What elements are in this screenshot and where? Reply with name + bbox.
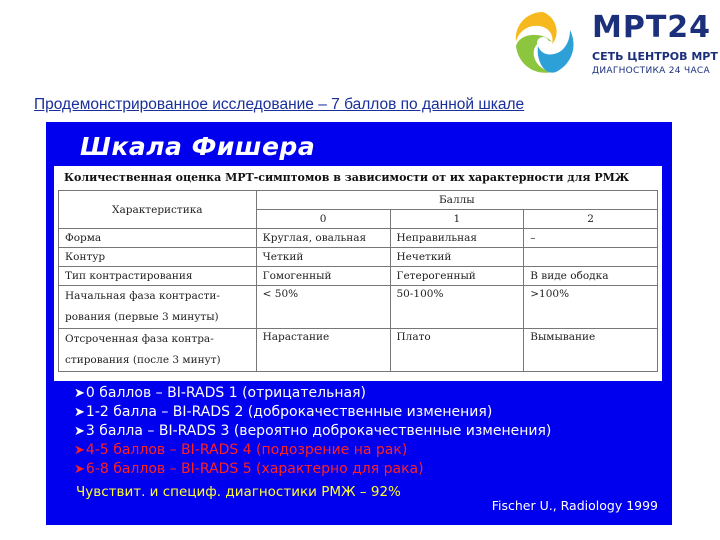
criteria-item	[74, 422, 551, 441]
fischer-table-panel	[54, 166, 662, 381]
bi-rads-criteria-list	[74, 384, 551, 479]
criteria-text: 6-8 баллов – BI-RADS 5 (характерно для рака)	[85, 461, 424, 477]
table-cell: В виде ободка	[524, 267, 658, 286]
table-cell: Гетерогенный	[390, 267, 524, 286]
logo-title: МРТ24	[592, 10, 712, 45]
criteria-text: 4-5 баллов – BI-RADS 4 (подозрение на рак)	[85, 442, 408, 458]
table-cell	[524, 248, 658, 267]
arrow-bullet-icon: ➤	[74, 386, 85, 401]
slide-panel	[46, 122, 672, 525]
slide-title: Шкала Фишера	[80, 132, 316, 161]
arrow-bullet-icon: ➤	[74, 443, 85, 458]
criteria-item	[74, 460, 551, 479]
criteria-item	[74, 384, 551, 403]
criteria-text: 0 баллов – BI-RADS 1 (отрицательная)	[85, 385, 366, 401]
table-header-row	[59, 191, 658, 210]
criteria-text: 3 балла – BI-RADS 3 (вероятно доброкачественные изменения)	[85, 423, 552, 439]
table-cell: Нечеткий	[390, 248, 524, 267]
table-cell: Круглая, овальная	[256, 229, 390, 248]
arrow-bullet-icon: ➤	[74, 462, 85, 477]
table-cell: 50-100%	[390, 286, 524, 329]
column-header-characteristic: Характеристика	[59, 191, 257, 229]
criteria-item	[74, 403, 551, 422]
brand-logo	[506, 6, 716, 82]
criteria-text: 1-2 балла – BI-RADS 2 (доброкачественные изменения)	[85, 404, 493, 420]
row-label: Форма	[59, 229, 257, 248]
table-cell: Четкий	[256, 248, 390, 267]
score-column-2: 2	[524, 210, 658, 229]
fischer-table	[58, 190, 658, 372]
row-label: Отсроченная фаза контра- стирования (после 3 минут)	[59, 329, 257, 372]
logo-swirl-icon	[506, 6, 580, 80]
criteria-item	[74, 441, 551, 460]
table-cell: < 50%	[256, 286, 390, 329]
table-cell: >100%	[524, 286, 658, 329]
table-cell: Гомогенный	[256, 267, 390, 286]
logo-subtitle: СЕТЬ ЦЕНТРОВ МРТ	[592, 50, 718, 63]
table-caption: Количественная оценка МРТ-симптомов в зависимости от их характерности для РМЖ	[64, 171, 630, 184]
row-label: Контур	[59, 248, 257, 267]
sensitivity-note: Чувствит. и специф. диагностики РМЖ – 92%	[76, 484, 401, 500]
table-row	[59, 267, 658, 286]
table-row	[59, 229, 658, 248]
reference-citation: Fischer U., Radiology 1999	[491, 498, 658, 513]
table-cell: Плато	[390, 329, 524, 372]
table-row	[59, 286, 658, 329]
table-cell: Вымывание	[524, 329, 658, 372]
table-cell: Неправильная	[390, 229, 524, 248]
arrow-bullet-icon: ➤	[74, 405, 85, 420]
table-row	[59, 248, 658, 267]
table-cell: –	[524, 229, 658, 248]
table-cell: Нарастание	[256, 329, 390, 372]
table-row	[59, 329, 658, 372]
page-headline: Продемонстрированное исследование – 7 баллов по данной шкале	[34, 96, 525, 113]
arrow-bullet-icon: ➤	[74, 424, 85, 439]
row-label: Тип контрастирования	[59, 267, 257, 286]
row-label: Начальная фаза контрасти- рования (первые 3 минуты)	[59, 286, 257, 329]
logo-tagline: ДИАГНОСТИКА 24 ЧАСА	[592, 66, 710, 76]
column-header-scores: Баллы	[256, 191, 657, 210]
score-column-1: 1	[390, 210, 524, 229]
score-column-0: 0	[256, 210, 390, 229]
